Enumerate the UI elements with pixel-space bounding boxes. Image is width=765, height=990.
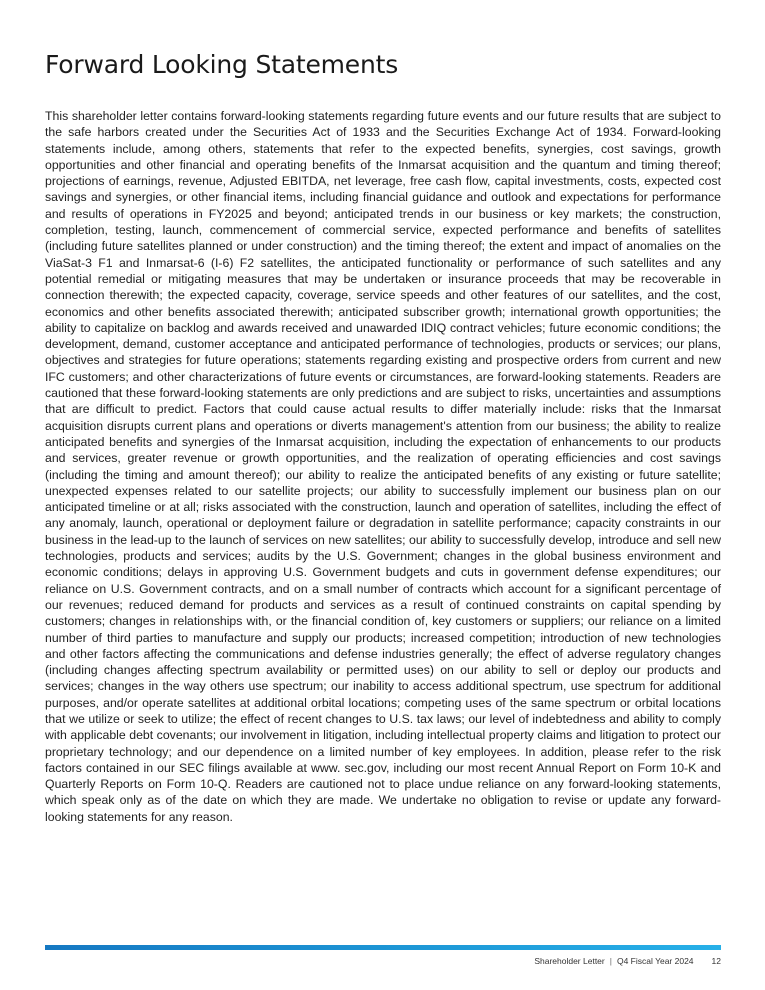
footer-divider-bar [45, 945, 721, 950]
footer-separator: | [609, 956, 612, 966]
page-title: Forward Looking Statements [45, 50, 399, 79]
forward-looking-statements-text: This shareholder letter contains forward-looking statements regarding future events and our future results that are subject to the safe harbors created under the Securities Act of 1933 and the Securities Exchange Act of 1934. Forward-looking statements include, among others, statements that refer to the expected benefits, synergies, cost savings, growth opportunities and other financial and operating benefits of the Inmarsat acquisition and the quantum and timing thereof; projections of earnings, revenue, Adjusted EBITDA, net leverage, free cash flow, capital investments, costs, expected cost savings and synergies, or other financial items, including financial guidance and outlook and expectations for performance and results of operations in FY2025 and beyond; anticipated trends in our business or key markets; the construction, completion, testing, launch, commencement of commercial service, expected performance and benefits of satellites (including future satellites planned or under construction) and the timing thereof; the extent and impact of anomalies on the ViaSat-3 F1 and Inmarsat-6 (I-6) F2 satellites, the anticipated functionality or performance of such satellites and any potential remedial or mitigating measures that may be undertaken or insurance proceeds that may be recoverable in connection therewith; the expected capacity, coverage, service speeds and other features of our satellites, and the cost, economics and other benefits associated therewith; anticipated subscriber growth; international growth opportunities; the ability to capitalize on backlog and awards received and unawarded IDIQ contract vehicles; future economic conditions; the development, demand, customer acceptance and anticipated performance of technologies, products or services; our plans, objectives and strategies for future operations; statements regarding existing and prospective orders from current and new IFC customers; and other characterizations of future events or circumstances, are forward-looking statements. Readers are cautioned that these forward-looking statements are only predictions and are subject to risks, uncertainties and assumptions that are difficult to predict. Factors that could cause actual results to differ materially include: risks that the Inmarsat acquisition disrupts current plans and operations or diverts management's attention from our business; the ability to realize anticipated benefits and synergies of the Inmarsat acquisition, including the expectation of enhancements to our products and services, greater revenue or growth opportunities, and the realization of operating efficiencies and cost savings (including the timing and amount thereof); our ability to realize the anticipated benefits of any existing or future satellite; unexpected expenses related to our satellite projects; our ability to successfully implement our business plan on our anticipated timeline or at all; risks associated with the construction, launch and operation of satellites, including the effect of any anomaly, launch, operational or deployment failure or degradation in satellite performance; capacity constraints in our business in the lead-up to the launch of services on new satellites; our ability to successfully develop, introduce and sell new technologies, products and services; audits by the U.S. Government; changes in the global business environment and economic conditions; delays in approving U.S. Government budgets and cuts in government defense expenditures; our reliance on U.S. Government contracts, and on a small number of contracts which account for a significant percentage of our revenues; reduced demand for products and services as a result of continued constraints on capital spending by customers; changes in relationships with, or the financial condition of, key customers or suppliers; our reliance on a limited number of third parties to manufacture and supply our products; increased competition; introduction of new technologies and other factors affecting the communications and defense industries generally; the effect of adverse regulatory changes (including changes affecting spectrum availability or permitted uses) on our ability to sell or deploy our products and services; changes in the way others use spectrum; our inability to access additional spectrum, use spectrum for additional purposes, and/or operate satellites at additional orbital locations; competing uses of the same spectrum or orbital locations that we utilize or seek to utilize; the effect of recent changes to U.S. tax laws; our level of indebtedness and ability to comply with applicable debt covenants; our involvement in litigation, including intellectual property claims and litigation to protect our proprietary technology; and our dependence on a limited number of key employees. In addition, please refer to the risk factors contained in our SEC filings available at www. sec.gov, including our most recent Annual Report on Form 10-K and Quarterly Reports on Form 10-Q. Readers are cautioned not to place undue reliance on any forward-looking statements, which speak only as of the date on which they are made. We undertake no obligation to revise or update any forward-looking statements for any reason. [45, 109, 721, 824]
footer-period: Q4 Fiscal Year 2024 [616, 956, 694, 966]
page-footer [534, 956, 721, 966]
page-number: 12 [711, 956, 721, 966]
footer-document-label: Shareholder Letter [534, 956, 605, 966]
